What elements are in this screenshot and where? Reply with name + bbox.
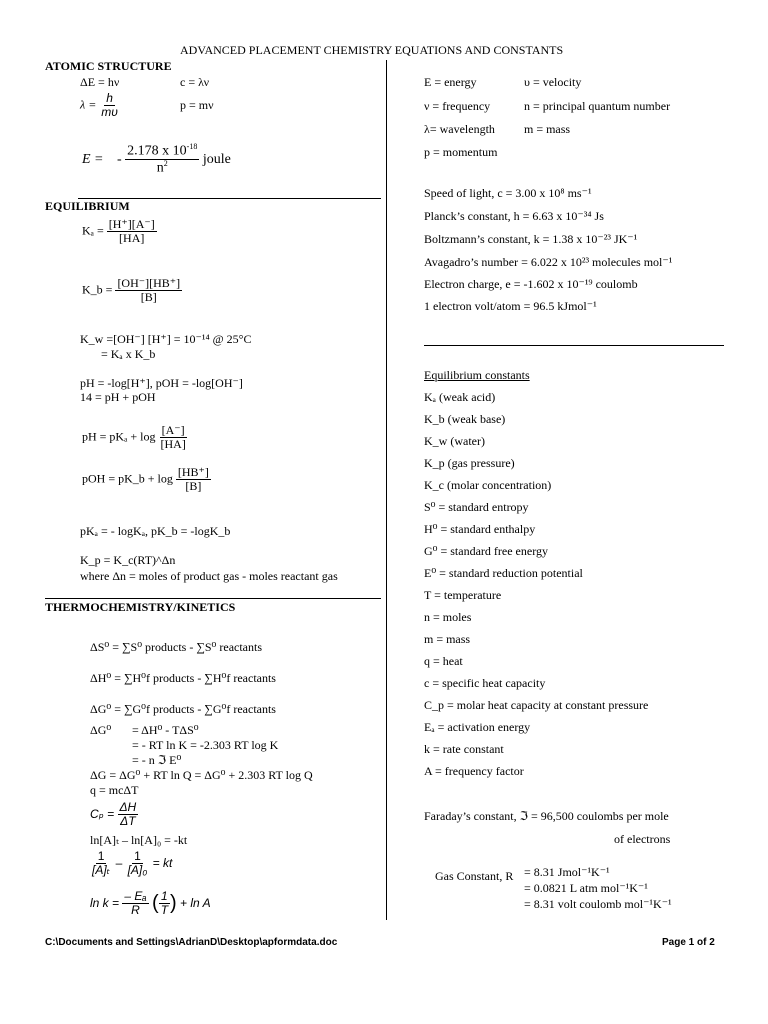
eq-henderson-acid: pH = pKₐ + log $\frac{[A^-]}{[HA]}$ — [82, 423, 186, 452]
symbol-definition: K_c (molar concentration) — [424, 478, 552, 492]
def-energy: E = energy — [424, 75, 477, 89]
def-wavelength: λ= wavelength — [424, 122, 495, 136]
symbol-definition: G⁰ = standard free energy — [424, 544, 548, 558]
gas-constant-volt: = 8.31 volt coulomb mol⁻¹K⁻¹ — [524, 897, 672, 911]
eq-henderson-base: pOH = pK_b + log $\frac{[HB^+]}{[B]}$ — [82, 465, 209, 494]
const-boltzmann: Boltzmann’s constant, k = 1.38 x 10⁻²³ JK⁻¹ — [424, 232, 638, 246]
def-velocity: υ = velocity — [524, 75, 582, 89]
def-mass: m = mass — [524, 122, 571, 136]
eq-pk: pKₐ = - logKₐ, pK_b = -logK_b — [80, 524, 231, 538]
eq-second-order: $\frac{1}{\text{[A]ₜ}}$ – $\frac{1}{\text{[A]₀}}$ = kt — [92, 849, 173, 878]
symbol-definition: k = rate constant — [424, 742, 504, 756]
symbol-definition: K_b (weak base) — [424, 412, 506, 426]
eq-delta-n: where Δn = moles of product gas - moles reactant gas — [80, 569, 338, 583]
eq-de-broglie: λ = $\frac{h}{m\upsilon}$ — [80, 91, 118, 120]
eq-ph: pH = -log[H⁺], pOH = -log[OH⁻] — [80, 376, 243, 390]
divider-equilibrium — [45, 598, 381, 599]
eq-kw-product: = Kₐ x K_b — [101, 347, 156, 361]
eq-bohr-energy: E = - $\frac{2.178 x 10^{-18}}{n^2}$ joule — [82, 142, 231, 176]
const-avogadro: Avagadro’s number = 6.022 x 10²³ molecules mol⁻¹ — [424, 255, 673, 269]
equilibrium-constants-heading: Equilibrium constants — [424, 368, 530, 382]
divider-constants — [424, 345, 724, 346]
const-planck: Planck’s constant, h = 6.63 x 10⁻³⁴ Js — [424, 209, 604, 223]
symbol-definition: m = mass — [424, 632, 471, 646]
eq-speed-light: c = λν — [180, 75, 210, 89]
symbol-definition: Eₐ = activation energy — [424, 720, 531, 734]
eq-free-energy: ΔG⁰ = ∑G⁰f products - ∑G⁰f reactants — [90, 702, 276, 716]
symbol-definition: E⁰ = standard reduction potential — [424, 566, 583, 580]
footer-page-number: Page 1 of 2 — [662, 937, 715, 948]
eq-gibbs-e: = - n ℑ E⁰ — [132, 753, 182, 767]
def-frequency: ν = frequency — [424, 99, 491, 113]
gas-constant-joule: = 8.31 Jmol⁻¹K⁻¹ — [524, 865, 610, 879]
symbol-definition: S⁰ = standard entropy — [424, 500, 529, 514]
symbol-definition: C_p = molar heat capacity at constant pressure — [424, 698, 649, 712]
eq-gibbs-rhs: = ΔH⁰ - TΔS⁰ — [132, 723, 199, 737]
section-atomic-structure: ATOMIC STRUCTURE — [45, 59, 172, 73]
page-title: ADVANCED PLACEMENT CHEMISTRY EQUATIONS AND CONSTANTS — [180, 43, 564, 57]
symbol-definition: c = specific heat capacity — [424, 676, 546, 690]
const-electron-charge: Electron charge, e = -1.602 x 10⁻¹⁹ coulomb — [424, 277, 638, 291]
const-faraday: Faraday’s constant, ℑ = 96,500 coulombs per mole — [424, 809, 669, 823]
symbol-definition: K_p (gas pressure) — [424, 456, 515, 470]
eq-kw: K_w =[OH⁻] [H⁺] = 10⁻¹⁴ @ 25°C — [80, 332, 252, 346]
def-momentum: p = momentum — [424, 145, 498, 159]
symbol-definition: A = frequency factor — [424, 764, 524, 778]
eq-entropy: ΔS⁰ = ∑S⁰ products - ∑S⁰ reactants — [90, 640, 263, 654]
eq-energy-photon: ΔE = hν — [80, 75, 120, 89]
eq-first-order: ln[A]ₜ – ln[A]₀ = -kt — [90, 833, 188, 847]
eq-ph-sum: 14 = pH + pOH — [80, 390, 156, 404]
eq-ka: Kₐ = $\frac{[H^+][A^-]}{[HA]}$ — [82, 217, 155, 246]
gas-constant-label: Gas Constant, R — [435, 869, 514, 883]
def-quantum-number: n = principal quantum number — [524, 99, 671, 113]
eq-gibbs-k: = - RT ln K = -2.303 RT log K — [132, 738, 279, 752]
symbol-definition: H⁰ = standard enthalpy — [424, 522, 536, 536]
eq-arrhenius: ln k = $\frac{\text{– Eₐ}}{R}$ ( $\frac{1}{T}$ ) + ln A — [90, 889, 211, 918]
symbol-definition: K_w (water) — [424, 434, 485, 448]
eq-heat-capacity: Cₚ = $\frac{\Delta H}{\Delta T}$ — [90, 800, 137, 829]
footer-file-path: C:\Documents and Settings\AdrianD\Desktop\apformdata.doc — [45, 937, 338, 948]
gas-constant-atm: = 0.0821 L atm mol⁻¹K⁻¹ — [524, 881, 648, 895]
eq-momentum: p = mν — [180, 98, 214, 112]
eq-gibbs-lhs: ΔG⁰ — [90, 723, 112, 737]
column-divider — [386, 60, 387, 920]
symbol-definition: q = heat — [424, 654, 463, 668]
eq-kb: K_b = $\frac{[OH^-][HB^+]}{[B]}$ — [82, 276, 181, 305]
symbol-definition: n = moles — [424, 610, 472, 624]
symbol-definition: T = temperature — [424, 588, 502, 602]
section-equilibrium: EQUILIBRIUM — [45, 199, 130, 213]
const-faraday-cont: of electrons — [614, 832, 671, 846]
eq-kp: K_p = K_c(RT)^Δn — [80, 553, 176, 567]
symbol-definition: Kₐ (weak acid) — [424, 390, 496, 404]
eq-gibbs-q: ΔG = ΔG⁰ + RT ln Q = ΔG⁰ + 2.303 RT log Q — [90, 768, 313, 782]
const-electron-volt: 1 electron volt/atom = 96.5 kJmol⁻¹ — [424, 299, 597, 313]
eq-heat: q = mcΔT — [90, 783, 139, 797]
eq-enthalpy: ΔH⁰ = ∑H⁰f products - ∑H⁰f reactants — [90, 671, 276, 685]
const-speed-light: Speed of light, c = 3.00 x 10⁸ ms⁻¹ — [424, 186, 592, 200]
section-thermo-kinetics: THERMOCHEMISTRY/KINETICS — [45, 600, 236, 614]
